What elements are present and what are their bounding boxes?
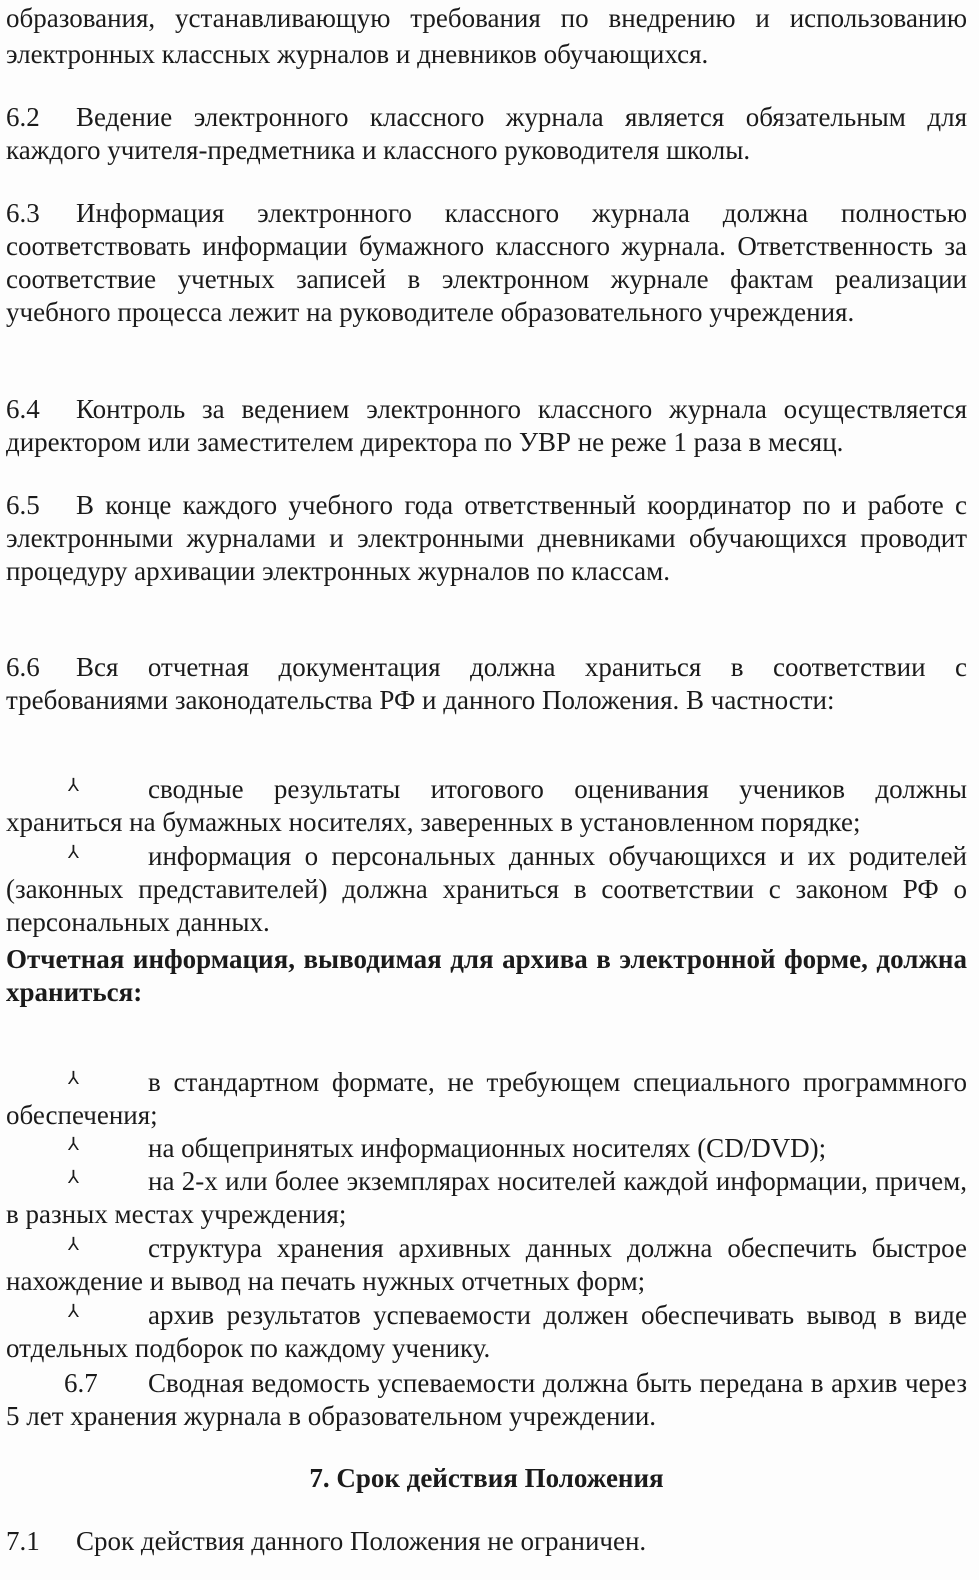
paragraph-text: Ведение электронного классного журнала является обязательным для каждого учителя-предметника и классного руководителя школы. xyxy=(6,102,967,165)
paragraph-number: 6.7 xyxy=(64,1368,98,1398)
bullet-text: структура хранения архивных данных должна обеспечить быстрое нахождение и вывод на печать нужных отчетных форм; xyxy=(6,1233,967,1296)
bullet-text: архив результатов успеваемости должен обеспечивать вывод в виде отдельных подборок по каждому ученику. xyxy=(6,1300,967,1363)
bullet-marker-icon: ⅄ xyxy=(68,775,79,795)
bullet-text: в стандартном формате, не требующем специального программного обеспечения; xyxy=(6,1067,967,1130)
paragraph-number: 6.4 xyxy=(6,394,40,424)
bullet-text: сводные результаты итогового оценивания учеников должны храниться на бумажных носителях, заверенных в установленном порядке; xyxy=(6,774,967,837)
bullet-marker-icon: ⅄ xyxy=(68,1234,79,1254)
paragraph-number: 7.1 xyxy=(6,1526,40,1556)
paragraph-number: 6.6 xyxy=(6,652,40,682)
archive-heading: Отчетная информация, выводимая для архива в электронной форме, должна храниться: xyxy=(6,944,967,1007)
paragraph-text: Вся отчетная документация должна храниться в соответствии с требованиями законодательства РФ и данного Положения. В частности: xyxy=(6,652,967,715)
paragraph-number: 6.5 xyxy=(6,490,40,520)
paragraph-text: Срок действия данного Положения не ограничен. xyxy=(76,1526,647,1556)
bullet-item xyxy=(6,1132,967,1165)
paragraph-7-1 xyxy=(6,1525,967,1558)
bullet-item xyxy=(6,1165,967,1231)
paragraph-6-6 xyxy=(6,651,967,717)
paragraph-6-2 xyxy=(6,101,967,167)
bullet-item xyxy=(6,1299,967,1365)
section-title: 7. Срок действия Положения xyxy=(309,1463,664,1493)
bullet-marker-icon: ⅄ xyxy=(68,1134,79,1154)
paragraph-text: Информация электронного классного журнала должна полностью соответствовать информации бумажного классного журнала. Ответственность за соответствие учетных записей в электронном журнале фактам реализации учебного процесса лежит на руководителе образовательного учреждения. xyxy=(6,198,967,327)
intro-line-1: образования, устанавливающую требования по внедрению и использованию xyxy=(6,3,967,33)
paragraph-text: В конце каждого учебного года ответственный координатор по и работе с электронными журналами и электронными дневниками обучающихся проводит процедуру архивации электронных журналов по классам. xyxy=(6,490,967,586)
bullet-item xyxy=(6,773,967,839)
bullet-marker-icon: ⅄ xyxy=(68,842,79,862)
bullet-text: информация о персональных данных обучающихся и их родителей (законных представителей) должна храниться в соответствии с законом РФ о персональных данных. xyxy=(6,841,967,937)
paragraph-6-4 xyxy=(6,393,967,459)
paragraph-number: 6.3 xyxy=(6,198,40,228)
bullet-marker-icon: ⅄ xyxy=(68,1068,79,1088)
paragraph-text: Сводная ведомость успеваемости должна быть передана в архив через 5 лет хранения журнала в образовательном учреждении. xyxy=(6,1368,967,1431)
paragraph-text: Контроль за ведением электронного классного журнала осуществляется директором или заместителем директора по УВР не реже 1 раза в месяц. xyxy=(6,394,967,457)
bullet-marker-icon: ⅄ xyxy=(68,1301,79,1321)
bullet-text: на 2-х или более экземплярах носителей каждой информации, причем, в разных местах учреждения; xyxy=(6,1166,967,1229)
bullet-item xyxy=(6,1066,967,1132)
bullet-text: на общепринятых информационных носителях (CD/DVD); xyxy=(148,1133,827,1163)
paragraph-number: 6.2 xyxy=(6,102,40,132)
bullet-marker-icon: ⅄ xyxy=(68,1167,79,1187)
intro-line-2: электронных классных журналов и дневников обучающихся. xyxy=(6,39,709,69)
paragraph-6-5 xyxy=(6,489,967,588)
bullet-item xyxy=(6,840,967,939)
bullet-item xyxy=(6,1232,967,1298)
paragraph-6-7 xyxy=(6,1367,967,1433)
paragraph-6-3 xyxy=(6,197,967,329)
